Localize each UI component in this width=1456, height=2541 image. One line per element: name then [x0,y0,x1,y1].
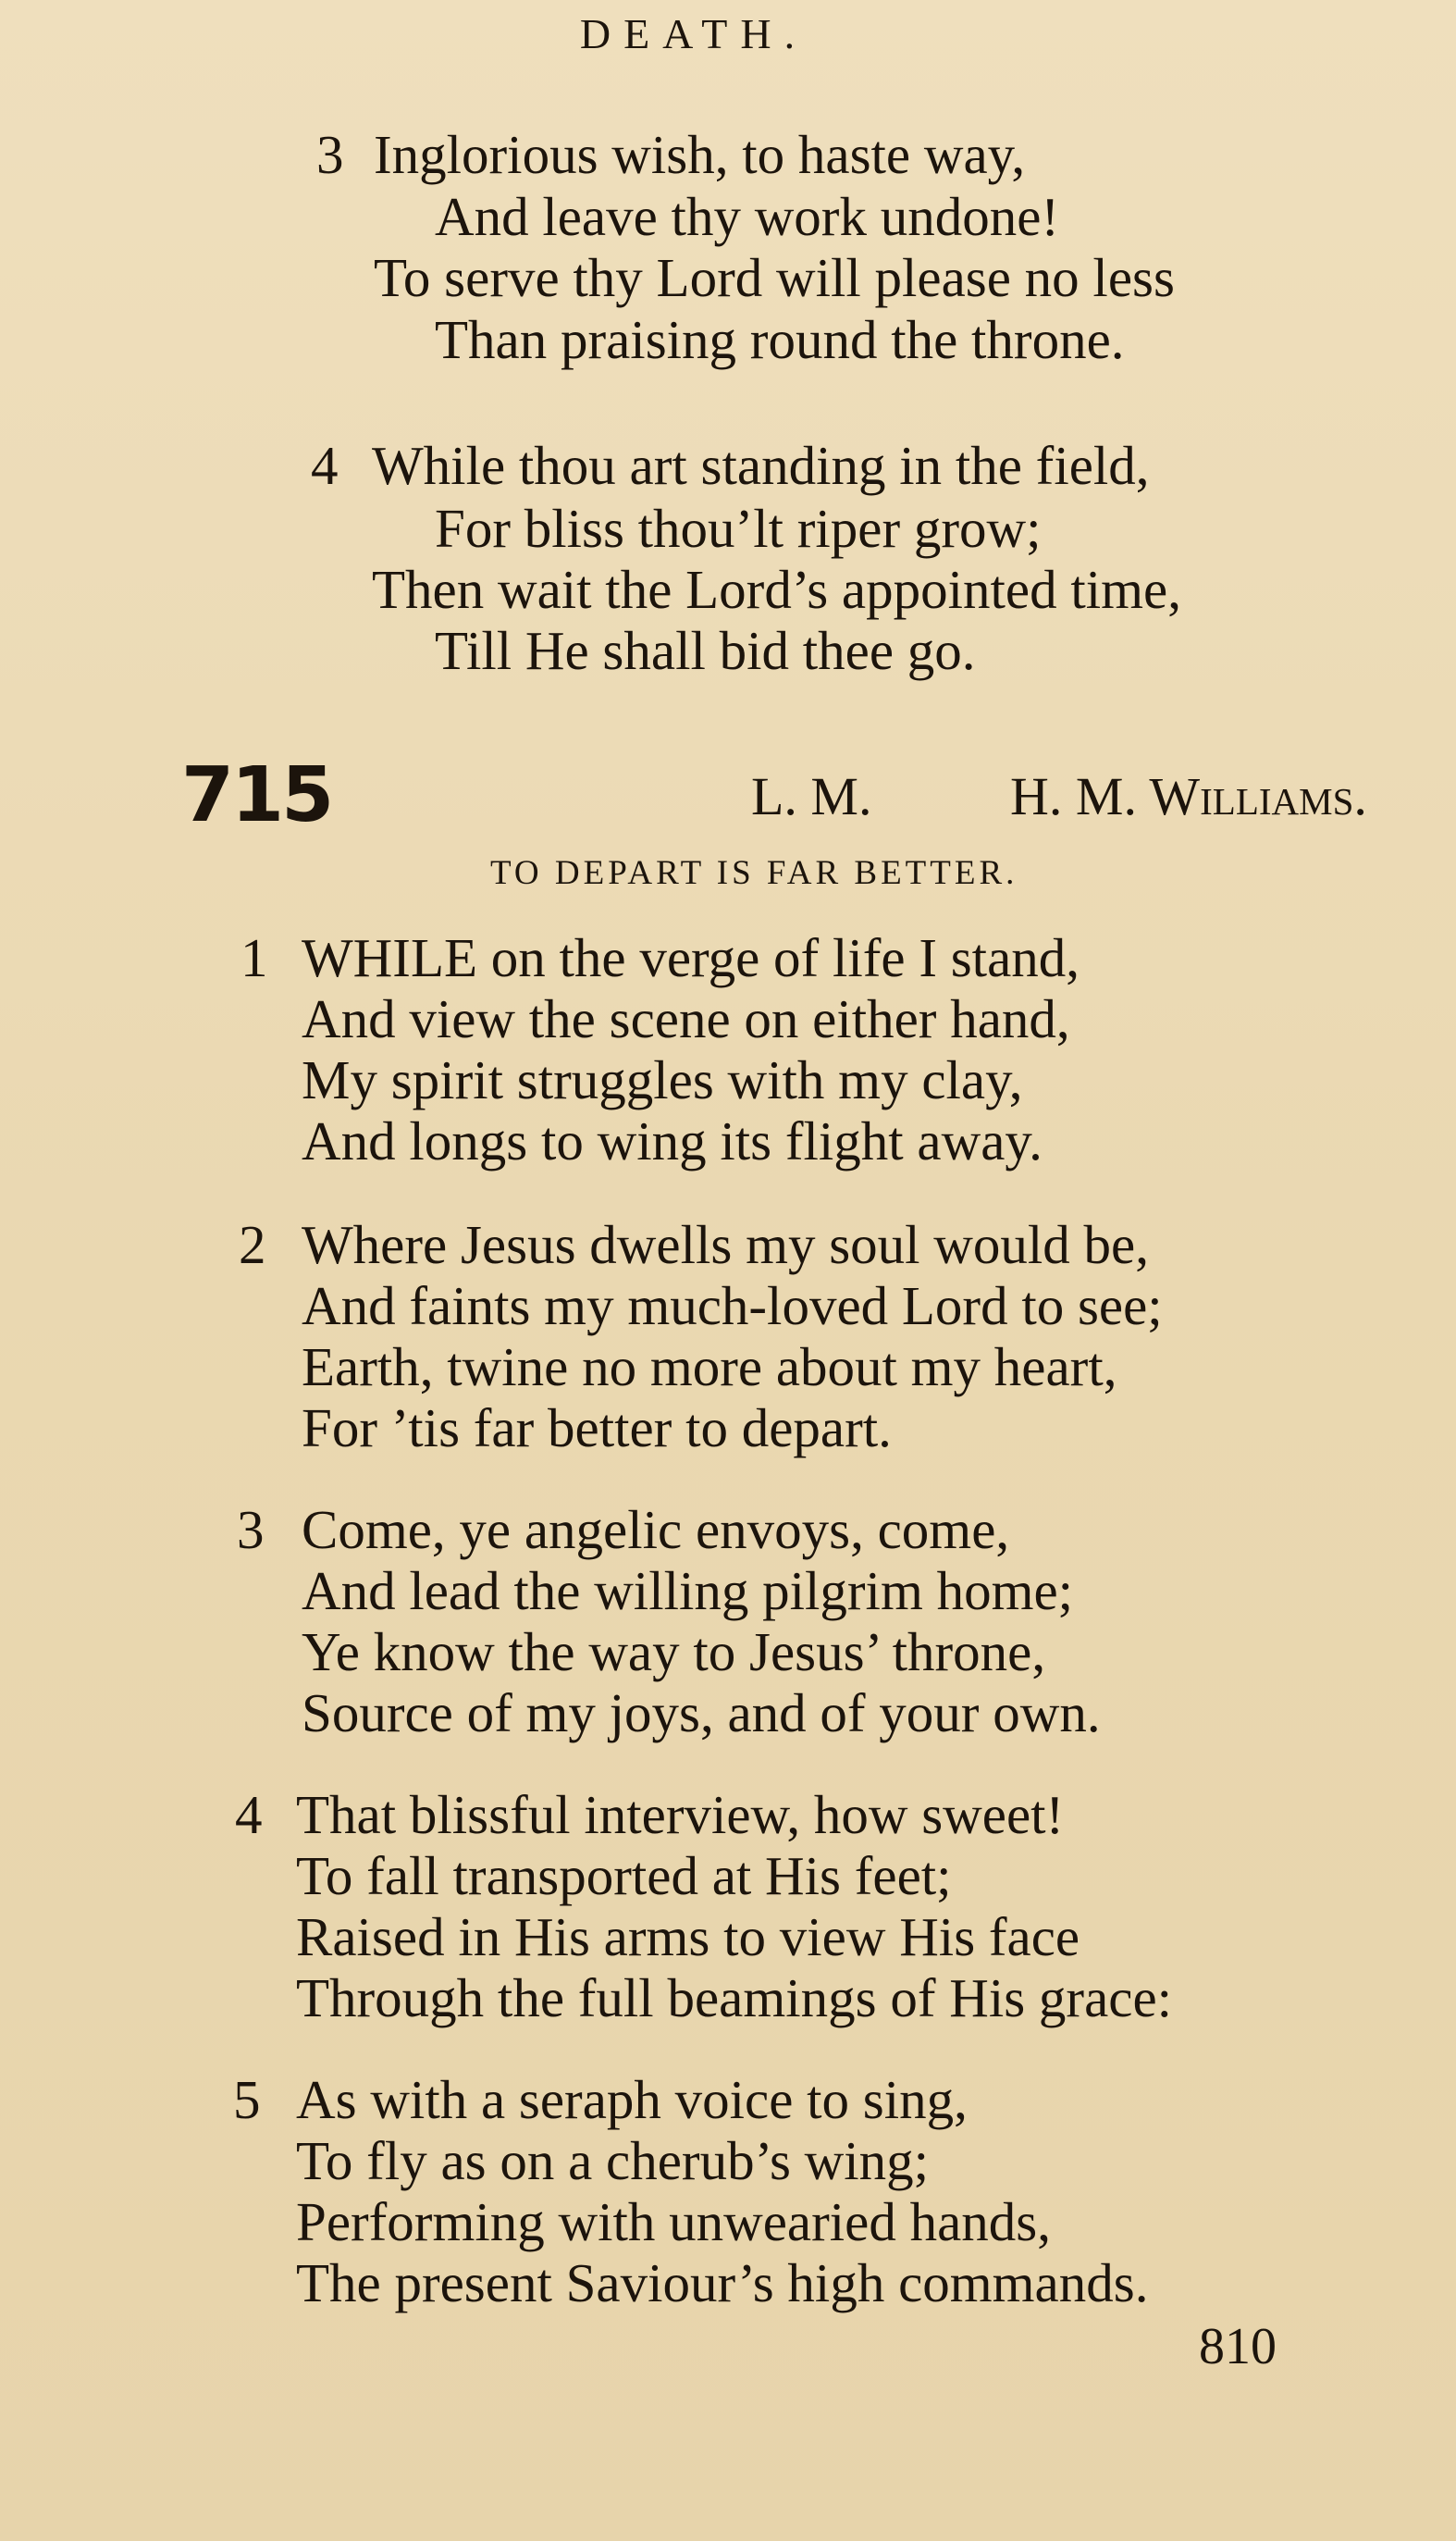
verse-line: Earth, twine no more about my heart, [302,1336,1117,1397]
verse-line: Than praising round the throne. [435,309,1125,370]
verse-line: To fall transported at His feet; [296,1845,952,1906]
verse-line: Through the full beamings of His grace: [296,1967,1173,2028]
hymn-title: TO DEPART IS FAR BETTER. [490,854,1018,892]
verse-line: Ye know the way to Jesus’ throne, [302,1621,1046,1682]
verse-line: And faints my much-loved Lord to see; [302,1275,1163,1336]
verse-line: Raised in His arms to view His face [296,1906,1080,1967]
verse-line: For bliss thou’lt riper grow; [435,498,1042,559]
verse-line: Source of my joys, and of your own. [302,1682,1101,1743]
verse-line: The present Saviour’s high commands. [296,2252,1149,2313]
verse-line: And longs to wing its flight away. [302,1110,1043,1171]
verse-line: Where Jesus dwells my soul would be, [302,1214,1149,1275]
verse-line: That blissful interview, how sweet! [296,1784,1065,1845]
verse-line: Come, ye angelic envoys, come, [302,1499,1010,1560]
verse-line: Till He shall bid thee go. [435,620,976,681]
verse-line: To serve thy Lord will please no less [374,247,1175,308]
verse-line: Inglorious wish, to haste way, [374,124,1026,185]
verse-number: 3 [237,1499,265,1560]
verse-number: 1 [241,927,268,988]
hymn-author: H. M. Williams. [1010,766,1367,826]
verse-number: 4 [311,435,339,496]
verse-line: And lead the willing pilgrim home; [302,1560,1074,1621]
verse-number: 3 [316,124,344,185]
verse-number: 5 [233,2069,261,2130]
page-number: 810 [1199,2318,1277,2375]
hymn-meter: L. M. [751,766,872,826]
verse-line: Then wait the Lord’s appointed time, [372,559,1181,620]
verse-line: While thou art standing in the field, [372,435,1150,496]
verse-line: WHILE on the verge of life I stand, [302,927,1080,988]
verse-line: For ’tis far better to depart. [302,1397,892,1458]
verse-number: 4 [235,1784,263,1845]
running-head: DEATH. [579,10,808,57]
verse-line: My spirit struggles with my clay, [302,1049,1023,1110]
verse-number: 2 [239,1214,266,1275]
verse-line: Performing with unwearied hands, [296,2191,1051,2252]
hymn-number: 715 [181,751,332,839]
verse-line: As with a seraph voice to sing, [296,2069,968,2130]
verse-line: And view the scene on either hand, [302,988,1070,1049]
verse-line: And leave thy work undone! [435,186,1060,247]
verse-line: To fly as on a cherub’s wing; [296,2130,930,2191]
